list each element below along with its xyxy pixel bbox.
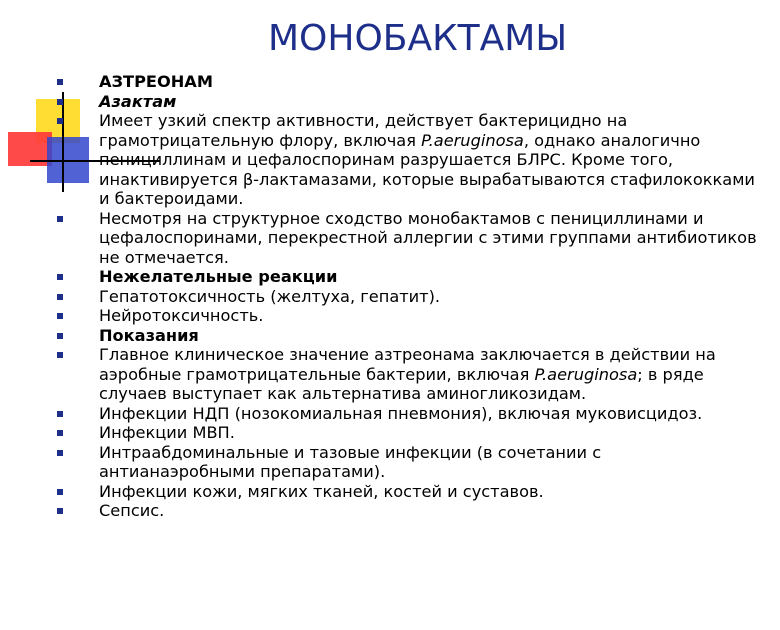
list-item-aztreonam bbox=[0, 72, 759, 92]
square-bullet-icon bbox=[57, 274, 63, 280]
square-bullet-icon bbox=[57, 118, 63, 124]
square-bullet-icon bbox=[57, 99, 63, 105]
uti-text: Инфекции МВП. bbox=[99, 423, 235, 442]
list-item-intraabdominal bbox=[0, 443, 759, 482]
list-item-sepsis bbox=[0, 501, 759, 521]
square-bullet-icon bbox=[57, 216, 63, 222]
list-item-pneumonia bbox=[0, 404, 759, 424]
list-item-skin-infections bbox=[0, 482, 759, 502]
square-bullet-icon bbox=[57, 450, 63, 456]
skin-infections-text: Инфекции кожи, мягких тканей, костей и суставов. bbox=[99, 481, 544, 501]
list-item-uti bbox=[0, 423, 759, 443]
slide-title: МОНОБАКТАМЫ bbox=[268, 18, 568, 59]
allergy-text: Несмотря на структурное сходство монобактамов с пенициллинами и цефалоспоринами, перекрестной аллергии с этими группами антибиотиков не отмечается. bbox=[99, 208, 757, 267]
square-bullet-icon bbox=[57, 352, 63, 358]
square-bullet-icon bbox=[57, 489, 63, 495]
list-item-allergy bbox=[0, 209, 759, 268]
clinical-text-2: ; в ряде случаев выступает как альтернатива аминогликозидам. bbox=[99, 364, 704, 403]
list-item-trade-name bbox=[0, 92, 759, 112]
intraabdominal-text: Интраабдоминальные и тазовые инфекции (в сочетании с антианаэробными препаратами). bbox=[99, 442, 602, 481]
list-item-adverse-heading bbox=[0, 267, 759, 287]
pneumonia-text: Инфекции НДП (нозокомиальная пневмония), включая муковисцидоз. bbox=[99, 403, 703, 423]
hepatotoxicity-text: Гепатотоксичность (желтуха, гепатит). bbox=[99, 286, 441, 306]
pathogen-name: P.aeruginosa bbox=[421, 130, 524, 150]
content-list bbox=[0, 72, 759, 521]
pathogen-name: P.aeruginosa bbox=[534, 364, 638, 384]
square-bullet-icon bbox=[57, 79, 63, 85]
square-bullet-icon bbox=[57, 294, 63, 300]
sepsis-text: Сепсис. bbox=[99, 501, 165, 520]
list-item-indications-heading bbox=[0, 326, 759, 346]
spectrum-text-1: Имеет узкий спектр активности, действует бактерицидно на грамотрицательную флору, включая bbox=[99, 111, 628, 150]
trade-name: Азактам bbox=[99, 91, 177, 111]
list-item-neurotoxicity bbox=[0, 306, 759, 326]
neurotoxicity-text: Нейротоксичность. bbox=[99, 306, 264, 325]
adverse-reactions-heading: Нежелательные реакции bbox=[99, 267, 338, 286]
list-item-hepatotoxicity bbox=[0, 287, 759, 307]
square-bullet-icon bbox=[57, 411, 63, 417]
square-bullet-icon bbox=[57, 313, 63, 319]
square-bullet-icon bbox=[57, 430, 63, 436]
spectrum-text-2: , однако аналогично пенициллинам и цефалоспоринам разрушается БЛРС. Кроме того, инактивируется β-лактамазами, которые вырабатываются стафилококками и бактероидами. bbox=[99, 130, 755, 208]
indications-heading: Показания bbox=[99, 325, 199, 345]
square-bullet-icon bbox=[57, 333, 63, 339]
clinical-text-1: Главное клиническое значение азтреонама заключается в действии на аэробные грамотрицательные бактерии, включая bbox=[99, 345, 716, 384]
list-item-clinical-value bbox=[0, 345, 759, 404]
square-bullet-icon bbox=[57, 508, 63, 514]
list-item-spectrum bbox=[0, 111, 759, 209]
drug-name: АЗТРЕОНАМ bbox=[99, 72, 213, 91]
